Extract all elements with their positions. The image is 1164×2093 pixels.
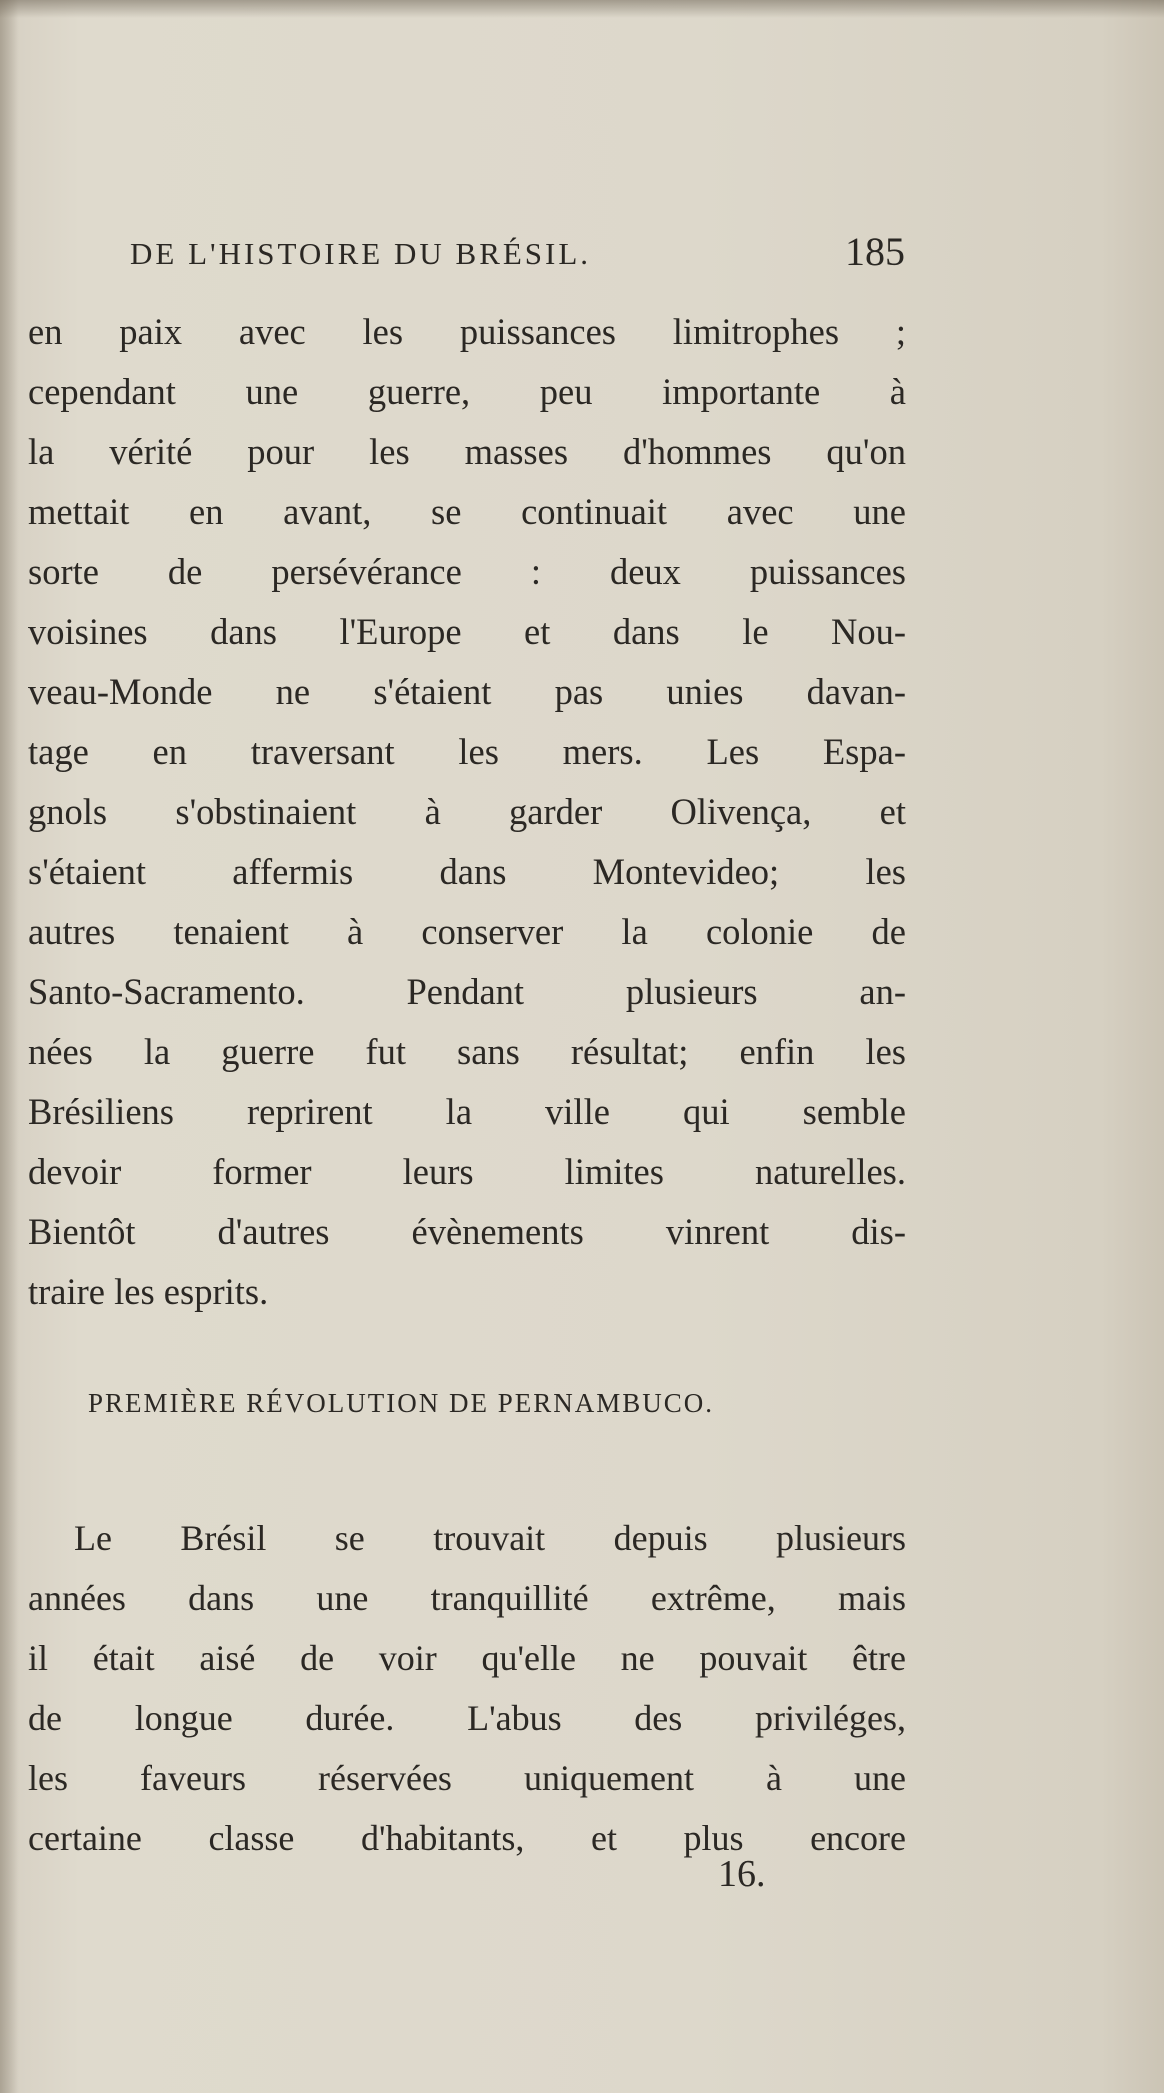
signature-mark: 16. [718, 1853, 766, 1895]
text-line: nées la guerre fut sans résultat; enfin les [28, 1031, 906, 1072]
text-line: Santo-Sacramento. Pendant plusieurs an- [28, 971, 906, 1012]
text-line: traire les esprits. [28, 1271, 269, 1312]
text-line: devoir former leurs limites naturelles. [28, 1151, 906, 1192]
text-line: mettait en avant, se continuait avec une [28, 491, 906, 532]
text-line: années dans une tranquillité extrême, mais [28, 1578, 906, 1618]
text-line: en paix avec les puissances limitrophes ; [28, 311, 906, 352]
text-line: cependant une guerre, peu importante à [28, 371, 906, 412]
text-line: de longue durée. L'abus des priviléges, [28, 1698, 906, 1738]
page-gutter-shadow [0, 0, 18, 2093]
running-head [130, 228, 905, 280]
text-line: sorte de persévérance : deux puissances [28, 551, 906, 592]
section-heading: PREMIÈRE RÉVOLUTION DE PERNAMBUCO. [88, 1388, 715, 1418]
text-line: s'étaient affermis dans Montevideo; les [28, 851, 906, 892]
paragraph-continuation [28, 302, 906, 1322]
text-line: certaine classe d'habitants, et plus encore [28, 1818, 906, 1858]
text-line: Bientôt d'autres évènements vinrent dis- [28, 1211, 906, 1252]
text-line: tage en traversant les mers. Les Espa- [28, 731, 906, 772]
text-line: gnols s'obstinaient à garder Olivença, et [28, 791, 906, 832]
text-line: autres tenaient à conserver la colonie de [28, 911, 906, 952]
text-line: la vérité pour les masses d'hommes qu'on [28, 431, 906, 472]
running-head-title: DE L'HISTOIRE DU BRÉSIL. [130, 236, 592, 271]
text-line: veau-Monde ne s'étaient pas unies davan- [28, 671, 906, 712]
text-line: Brésiliens reprirent la ville qui semble [28, 1091, 906, 1132]
paragraph-new [28, 1508, 906, 1868]
page-number: 185 [845, 229, 905, 274]
text-line: Le Brésil se trouvait depuis plusieurs [74, 1518, 906, 1558]
text-line: il était aisé de voir qu'elle ne pouvait être [28, 1638, 906, 1678]
page-top-shadow [0, 0, 1164, 18]
text-line: voisines dans l'Europe et dans le Nou- [28, 611, 906, 652]
text-line: les faveurs réservées uniquement à une [28, 1758, 906, 1798]
